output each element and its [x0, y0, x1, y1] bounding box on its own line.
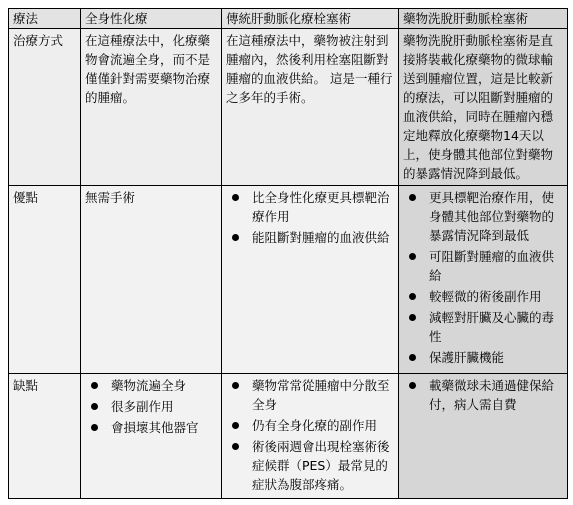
list-item: 較輕微的術後副作用	[403, 287, 563, 306]
cell-adv-systemic: 無需手術	[81, 186, 222, 374]
bullet-list	[403, 376, 563, 414]
cell-dis-systemic	[81, 374, 222, 499]
bullet-list	[403, 188, 563, 367]
table-row	[9, 374, 568, 499]
list-item: 藥物常常從腫瘤中分散至全身	[226, 376, 394, 414]
list-item: 保護肝臟機能	[403, 348, 563, 367]
row-label-method: 治療方式	[9, 29, 81, 186]
cell-method-tace: 在這種療法中，藥物被注射到腫瘤內，然後利用栓塞阻斷對腫瘤的血液供給。 這是一種行之多年的手術。	[222, 29, 399, 186]
cell-adv-tace	[222, 186, 399, 374]
cell-adv-debtace	[399, 186, 568, 374]
list-item: 比全身性化療更具標靶治療作用	[226, 188, 394, 226]
table-row	[9, 186, 568, 374]
header-tace: 傳統肝動脈化療栓塞術	[222, 9, 399, 29]
list-item: 可阻斷對腫瘤的血液供給	[403, 247, 563, 285]
comparison-table	[8, 8, 568, 499]
list-item: 更具標靶治療作用，使身體其他部位對藥物的暴露情況降到最低	[403, 188, 563, 245]
list-item: 很多副作用	[85, 397, 217, 416]
list-item: 能阻斷對腫瘤的血液供給	[226, 228, 394, 247]
row-label-advantages: 優點	[9, 186, 81, 374]
header-row	[9, 9, 568, 29]
table-row	[9, 29, 568, 186]
list-item: 仍有全身化療的副作用	[226, 416, 394, 435]
list-item: 術後兩週會出現栓塞術後症候群（PES）最常見的症狀為腹部疼痛。	[226, 437, 394, 494]
bullet-list	[226, 376, 394, 494]
header-therapy: 療法	[9, 9, 81, 29]
list-item: 會損壞其他器官	[85, 418, 217, 437]
bullet-list	[226, 188, 394, 247]
cell-dis-debtace	[399, 374, 568, 499]
cell-dis-tace	[222, 374, 399, 499]
cell-method-debtace: 藥物洗脫肝動脈栓塞術是直接將裝載化療藥物的微球輸送到腫瘤位置，這是比較新的療法，可以阻斷對腫瘤的血液供給，同時在腫瘤內穩定地釋放化療藥物14天以上，使身體其他部位對藥物的暴露情況降到最低。	[399, 29, 568, 186]
header-debtace: 藥物洗脫肝動脈栓塞術	[399, 9, 568, 29]
cell-method-systemic: 在這種療法中，化療藥物會流遍全身，而不是僅僅針對需要藥物治療的腫瘤。	[81, 29, 222, 186]
bullet-list	[85, 376, 217, 437]
header-systemic: 全身性化療	[81, 9, 222, 29]
row-label-disadvantages: 缺點	[9, 374, 81, 499]
list-item: 載藥微球未通過健保給付，病人需自費	[403, 376, 563, 414]
list-item: 減輕對肝臟及心臟的毒性	[403, 308, 563, 346]
list-item: 藥物流遍全身	[85, 376, 217, 395]
